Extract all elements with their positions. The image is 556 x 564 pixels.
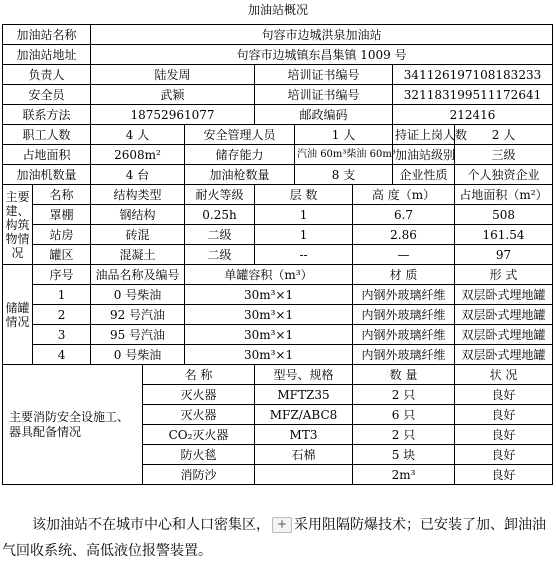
- value-safety-cert: 321183199511172641: [393, 85, 553, 105]
- value-enterprise-nature: 个人独资企业: [455, 165, 553, 185]
- fire-header-cell: 名 称: [143, 365, 255, 385]
- tank-material: 内钢外玻璃纤维: [353, 345, 455, 365]
- building-fire-rating: 二级: [185, 245, 255, 265]
- equipment-status: 良好: [455, 445, 553, 465]
- tanks-header-cell: 形 式: [455, 265, 553, 285]
- buildings-section-label: 主要建、构筑物情况: [3, 185, 33, 265]
- tanks-header-row: [3, 265, 553, 285]
- table-row: [3, 325, 553, 345]
- tanks-header-cell: 材 质: [353, 265, 455, 285]
- row-machines: [3, 165, 553, 185]
- label-contact: 联系方法: [3, 105, 91, 125]
- label-enterprise-nature: 企业性质: [393, 165, 455, 185]
- label-manager-cert: 培训证书编号: [255, 65, 393, 85]
- plus-icon[interactable]: +: [272, 517, 292, 533]
- table-row: [3, 345, 553, 365]
- tanks-header-cell: 单罐容积（m³）: [185, 265, 353, 285]
- buildings-header-row: [3, 185, 553, 205]
- equipment-model: MFZ/ABC8: [255, 405, 353, 425]
- label-nozzles: 加油枪数量: [185, 165, 295, 185]
- tank-number: 4: [33, 345, 91, 365]
- tank-volume: 30m³×1: [185, 285, 353, 305]
- tanks-header-cell: 序号: [33, 265, 91, 285]
- building-height: 2.86: [353, 225, 455, 245]
- tank-type: 双层卧式埋地罐: [455, 345, 553, 365]
- building-height: —: [353, 245, 455, 265]
- building-area: 161.54: [455, 225, 553, 245]
- label-manager: 负责人: [3, 65, 91, 85]
- tank-number: 2: [33, 305, 91, 325]
- equipment-name: 灭火器: [143, 405, 255, 425]
- value-station-level: 三级: [455, 145, 553, 165]
- equipment-status: 良好: [455, 385, 553, 405]
- label-safety-officer: 安全员: [3, 85, 91, 105]
- row-station-address: [3, 45, 553, 65]
- table-row: [3, 245, 553, 265]
- tank-volume: 30m³×1: [185, 325, 353, 345]
- value-storage: 汽油 60m³柴油 60m³: [295, 145, 393, 165]
- equipment-quantity: 2m³: [353, 465, 455, 485]
- building-fire-rating: 0.25h: [185, 205, 255, 225]
- value-dispensers: 4 台: [91, 165, 185, 185]
- buildings-header-cell: 占地面积（m²）: [455, 185, 553, 205]
- row-safety-officer: [3, 85, 553, 105]
- tank-volume: 30m³×1: [185, 345, 353, 365]
- value-area: 2608m²: [91, 145, 185, 165]
- table-row: [3, 305, 553, 325]
- value-station-address: 句容市边城镇东昌集镇 1009 号: [91, 45, 553, 65]
- building-height: 6.7: [353, 205, 455, 225]
- equipment-quantity: 2 只: [353, 385, 455, 405]
- building-structure: 钢结构: [91, 205, 185, 225]
- equipment-quantity: 5 块: [353, 445, 455, 465]
- building-floors: --: [255, 245, 353, 265]
- value-certified: 2 人: [455, 125, 553, 145]
- equipment-status: 良好: [455, 465, 553, 485]
- tanks-section-label: 储罐情况: [3, 265, 33, 365]
- value-postcode: 212416: [393, 105, 553, 125]
- tank-type: 双层卧式埋地罐: [455, 285, 553, 305]
- fire-header-row: [3, 365, 553, 385]
- label-certified: 持证上岗人数: [393, 125, 455, 145]
- value-safety-officer: 武颖: [91, 85, 255, 105]
- equipment-model: [255, 465, 353, 485]
- building-fire-rating: 二级: [185, 225, 255, 245]
- row-contact: [3, 105, 553, 125]
- equipment-quantity: 2 只: [353, 425, 455, 445]
- equipment-name: 灭火器: [143, 385, 255, 405]
- building-area: 97: [455, 245, 553, 265]
- equipment-model: MT3: [255, 425, 353, 445]
- label-staff-count: 职工人数: [3, 125, 91, 145]
- page-title: 加油站概况: [247, 3, 308, 17]
- tanks-header-cell: 油品名称及编号: [91, 265, 185, 285]
- value-contact: 18752961077: [91, 105, 255, 125]
- label-station-address: 加油站地址: [3, 45, 91, 65]
- tank-type: 双层卧式埋地罐: [455, 305, 553, 325]
- buildings-header-cell: 耐火等级: [185, 185, 255, 205]
- equipment-name: 消防沙: [143, 465, 255, 485]
- building-floors: 1: [255, 225, 353, 245]
- label-safety-mgr: 安全管理人员: [185, 125, 295, 145]
- building-name: 站房: [33, 225, 91, 245]
- buildings-header-cell: 名称: [33, 185, 91, 205]
- value-manager: 陆发周: [91, 65, 255, 85]
- label-dispensers: 加油机数量: [3, 165, 91, 185]
- value-manager-cert: 341126197108183233: [393, 65, 553, 85]
- label-postcode: 邮政编码: [255, 105, 393, 125]
- row-staff: [3, 125, 553, 145]
- tank-number: 1: [33, 285, 91, 305]
- table-row: [3, 285, 553, 305]
- building-structure: 砖混: [91, 225, 185, 245]
- summary-text-after: 采用阻隔防爆技术；已安装了加、卸油油气回收系统、高低液位报警装置。: [2, 517, 546, 559]
- building-name: 罐区: [33, 245, 91, 265]
- equipment-name: CO₂灭火器: [143, 425, 255, 445]
- equipment-model: 石棉: [255, 445, 353, 465]
- buildings-header-cell: 结构类型: [91, 185, 185, 205]
- label-area: 占地面积: [3, 145, 91, 165]
- tank-product: 0 号柴油: [91, 345, 185, 365]
- building-area: 508: [455, 205, 553, 225]
- buildings-header-cell: 高 度（m）: [353, 185, 455, 205]
- tank-type: 双层卧式埋地罐: [455, 325, 553, 345]
- tank-number: 3: [33, 325, 91, 345]
- fire-header-cell: 状 况: [455, 365, 553, 385]
- tank-material: 内钢外玻璃纤维: [353, 305, 455, 325]
- label-station-level: 加油站级别: [393, 145, 455, 165]
- row-station-name: [3, 25, 553, 45]
- equipment-quantity: 6 只: [353, 405, 455, 425]
- table-row: [3, 205, 553, 225]
- station-overview-table: [2, 24, 553, 485]
- table-row: [3, 225, 553, 245]
- label-safety-cert: 培训证书编号: [255, 85, 393, 105]
- equipment-status: 良好: [455, 425, 553, 445]
- equipment-model: MFTZ35: [255, 385, 353, 405]
- row-manager: [3, 65, 553, 85]
- fire-header-cell: 型号、规格: [255, 365, 353, 385]
- equipment-name: 防火毯: [143, 445, 255, 465]
- tank-material: 内钢外玻璃纤维: [353, 285, 455, 305]
- building-structure: 混凝土: [91, 245, 185, 265]
- row-capacity: [3, 145, 553, 165]
- building-floors: 1: [255, 205, 353, 225]
- summary-paragraph: [2, 512, 554, 564]
- tank-product: 95 号汽油: [91, 325, 185, 345]
- tank-product: 92 号汽油: [91, 305, 185, 325]
- value-station-name: 句容市边城洪泉加油站: [91, 25, 553, 45]
- value-staff-count: 4 人: [91, 125, 185, 145]
- fire-header-cell: 数 量: [353, 365, 455, 385]
- value-safety-mgr: 1 人: [295, 125, 393, 145]
- summary-text-before: 该加油站不在城市中心和人口密集区，: [32, 517, 270, 533]
- tank-volume: 30m³×1: [185, 305, 353, 325]
- label-station-name: 加油站名称: [3, 25, 91, 45]
- value-nozzles: 8 支: [295, 165, 393, 185]
- equipment-status: 良好: [455, 405, 553, 425]
- building-name: 罩棚: [33, 205, 91, 225]
- label-storage: 储存能力: [185, 145, 295, 165]
- fire-section-label: 主要消防安全设施工、器具配备情况: [3, 365, 143, 485]
- tank-material: 内钢外玻璃纤维: [353, 325, 455, 345]
- buildings-header-cell: 层 数: [255, 185, 353, 205]
- tank-product: 0 号柴油: [91, 285, 185, 305]
